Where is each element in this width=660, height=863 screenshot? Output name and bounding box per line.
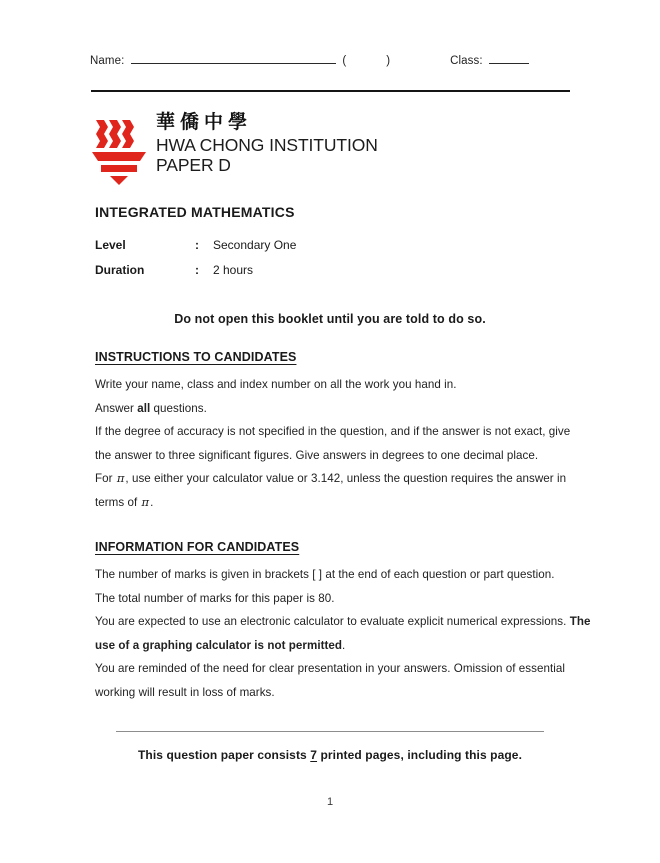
information-line-3-pre: You are expected to use an electronic calculator to evaluate explicit numerical expressions. (95, 615, 570, 628)
level-value: Secondary One (213, 238, 297, 252)
name-label: Name: (90, 55, 125, 67)
information-line-3-emphasis: The use of a graphing calculator is not permitted (95, 615, 591, 652)
instruction-line-4 (95, 467, 587, 514)
instructions-body (95, 373, 587, 514)
index-close-paren: ) (386, 55, 391, 67)
level-label: Level (95, 238, 126, 252)
class-label: Class: (450, 55, 483, 67)
do-not-open-notice: Do not open this booklet until you are told to do so. (174, 312, 486, 326)
information-heading: INFORMATION FOR CANDIDATES (95, 540, 300, 554)
page-count-note-pre: This question paper consists (138, 748, 311, 762)
information-line-2: The total number of marks for this paper is 80. (95, 591, 335, 605)
candidate-details-row (90, 52, 570, 67)
index-open-paren: ( (342, 55, 347, 67)
school-identity (90, 112, 378, 188)
information-line-1: The number of marks is given in brackets [ ] at the end of each question or part question. (95, 568, 555, 581)
page-number: 1 (326, 796, 334, 808)
page-count-note (0, 748, 660, 762)
subject-title: INTEGRATED MATHEMATICS (95, 204, 295, 220)
school-name-chinese: 華僑中學 (156, 111, 253, 133)
information-line-3-post: . (342, 638, 346, 652)
instruction-line-3: If the degree of accuracy is not specified in the question, and if the answer is not exact, give the answer to three significant figures. Give answers in degrees to one decimal place. (95, 425, 571, 462)
meta-row-duration (95, 263, 296, 277)
instruction-line-2 (95, 397, 587, 421)
page-count-value: 7 (310, 748, 318, 762)
footer-divider (116, 731, 544, 732)
instruction-line-4-pre: For (95, 472, 116, 485)
pi-symbol-second: π (141, 494, 150, 509)
name-write-line[interactable] (131, 52, 336, 64)
meta-row-level (95, 238, 296, 252)
information-line-4: You are reminded of the need for clear presentation in your answers. Omission of essential working will result in loss of marks. (95, 662, 566, 699)
page-count-note-post: printed pages, including this page. (317, 748, 522, 762)
school-name-english: HWA CHONG INSTITUTION (156, 135, 378, 155)
paper-label: PAPER D (156, 155, 231, 176)
duration-colon: : (195, 263, 199, 277)
instruction-line-4-post: . (150, 495, 154, 509)
instruction-line-2-emphasis: all (137, 401, 151, 415)
paper-meta-table (95, 238, 296, 288)
hwa-chong-crest-icon (90, 112, 148, 188)
information-line-3 (95, 610, 591, 657)
duration-label: Duration (95, 263, 145, 277)
instructions-heading: INSTRUCTIONS TO CANDIDATES (95, 350, 297, 364)
instruction-line-2-post: questions. (150, 401, 207, 415)
class-write-line[interactable] (489, 52, 529, 64)
level-colon: : (195, 238, 199, 252)
instruction-line-2-pre: Answer (95, 401, 138, 415)
school-name-block (156, 112, 378, 176)
instruction-line-4-mid: , use either your calculator value or 3.142, unless the question requires the answer in terms of (95, 472, 567, 509)
duration-value: 2 hours (213, 263, 254, 277)
pi-symbol-first: π (116, 471, 125, 485)
information-body (95, 563, 591, 704)
header-divider (91, 90, 570, 92)
instruction-line-1: Write your name, class and index number on all the work you hand in. (95, 378, 457, 391)
